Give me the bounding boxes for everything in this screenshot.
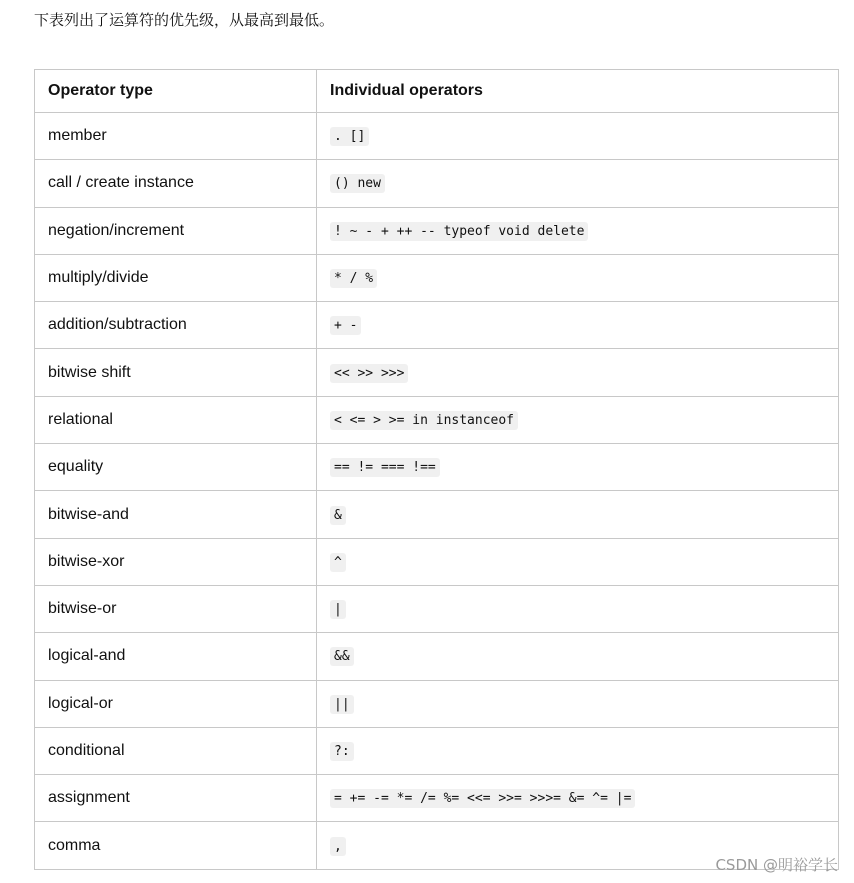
operators-code: |: [330, 600, 346, 619]
operators-cell: [317, 633, 839, 680]
operators-code: ! ~ - + ++ -- typeof void delete: [330, 222, 588, 241]
operators-code: * / %: [330, 269, 377, 288]
header-individual-operators: Individual operators: [317, 70, 839, 113]
operator-type: multiply/divide: [35, 254, 317, 301]
operator-type: addition/subtraction: [35, 302, 317, 349]
operators-code: ||: [330, 695, 354, 714]
operators-cell: [317, 349, 839, 396]
table-row: [35, 633, 839, 680]
operator-type: conditional: [35, 727, 317, 774]
operators-cell: [317, 491, 839, 538]
operators-code: ?:: [330, 742, 354, 761]
operator-type: logical-or: [35, 680, 317, 727]
operators-cell: [317, 727, 839, 774]
table-row: [35, 585, 839, 632]
table-row: [35, 775, 839, 822]
operator-type: comma: [35, 822, 317, 869]
table-row: [35, 349, 839, 396]
operators-code: &: [330, 506, 346, 525]
operators-code: &&: [330, 647, 354, 666]
header-operator-type: Operator type: [35, 70, 317, 113]
operators-code: . []: [330, 127, 369, 146]
operator-type: relational: [35, 396, 317, 443]
operators-cell: [317, 302, 839, 349]
operators-cell: [317, 680, 839, 727]
operators-code: + -: [330, 316, 361, 335]
table-row: [35, 302, 839, 349]
operator-type: equality: [35, 444, 317, 491]
operator-type: assignment: [35, 775, 317, 822]
operators-cell: [317, 538, 839, 585]
operator-type: call / create instance: [35, 160, 317, 207]
operators-cell: [317, 113, 839, 160]
operators-code: < <= > >= in instanceof: [330, 411, 518, 430]
table-row: [35, 680, 839, 727]
operators-code: = += -= *= /= %= <<= >>= >>>= &= ^= |=: [330, 789, 635, 808]
intro-text: 下表列出了运算符的优先级，从最高到最低。: [34, 11, 335, 29]
operator-type: bitwise-and: [35, 491, 317, 538]
operators-code: ,: [330, 837, 346, 856]
operators-cell: [317, 396, 839, 443]
operators-cell: [317, 444, 839, 491]
table-row: [35, 727, 839, 774]
operators-code: () new: [330, 174, 385, 193]
table-row: [35, 207, 839, 254]
operators-code: == != === !==: [330, 458, 440, 477]
table-row: [35, 254, 839, 301]
operator-type: bitwise shift: [35, 349, 317, 396]
operators-cell: [317, 207, 839, 254]
table-row: [35, 538, 839, 585]
operator-type: member: [35, 113, 317, 160]
operator-precedence-table: [34, 69, 839, 870]
table-header-row: [35, 70, 839, 113]
operators-cell: [317, 775, 839, 822]
watermark: CSDN @明裕学长: [715, 856, 838, 874]
operators-cell: [317, 254, 839, 301]
operators-code: ^: [330, 553, 346, 572]
table-row: [35, 113, 839, 160]
operator-type: bitwise-or: [35, 585, 317, 632]
operator-type: bitwise-xor: [35, 538, 317, 585]
table-row: [35, 396, 839, 443]
operators-code: << >> >>>: [330, 364, 408, 383]
operators-cell: [317, 160, 839, 207]
table-row: [35, 444, 839, 491]
table-row: [35, 491, 839, 538]
operator-type: logical-and: [35, 633, 317, 680]
operator-type: negation/increment: [35, 207, 317, 254]
operators-cell: [317, 585, 839, 632]
table-row: [35, 160, 839, 207]
